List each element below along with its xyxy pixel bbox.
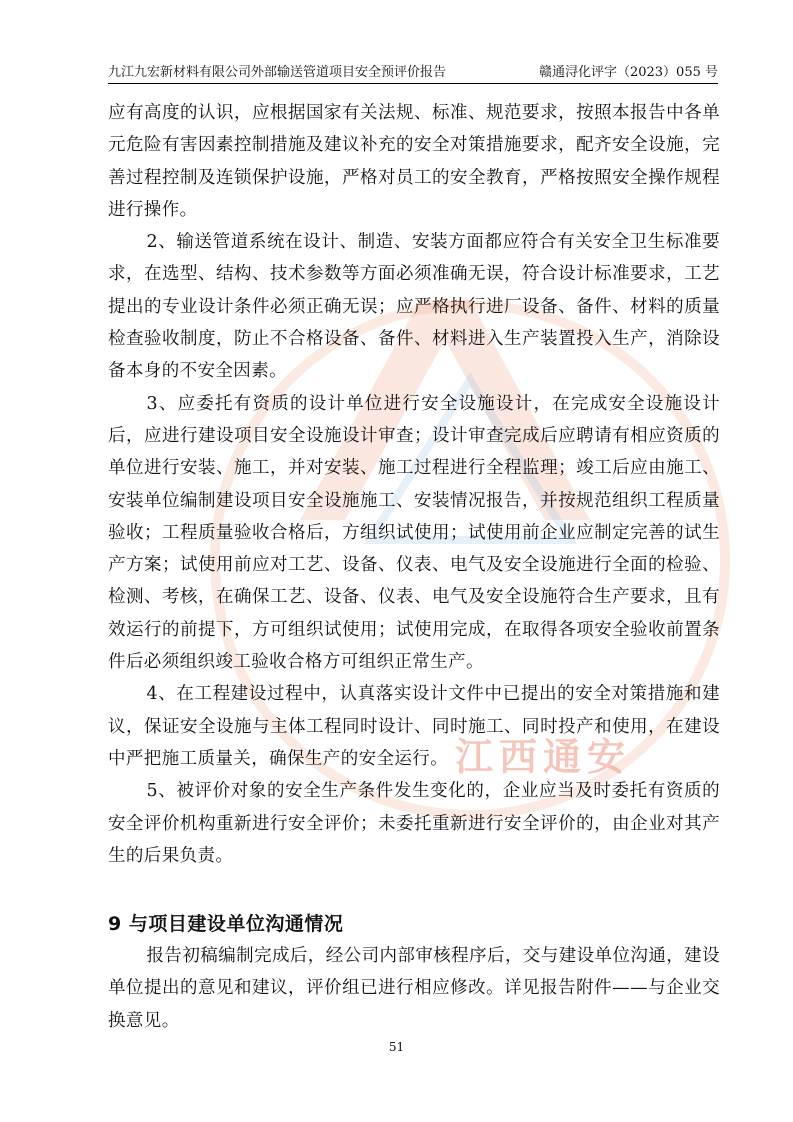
report-title: 九江九宏新材料有限公司外部输送管道项目安全预评价报告 [108, 65, 447, 80]
paragraph-item-5: 5、被评价对象的安全生产条件发生变化的，企业应当及时委托有资质的安全评价机构重新进行安全评价；未委托重新进行安全评价的，由企业对其产生的后果负责。 [108, 781, 720, 866]
document-body [108, 97, 720, 1037]
report-number: 赣通浔化评字（2023）055 号 [538, 65, 718, 80]
section-heading: 9 与项目建设单位沟通情况 [108, 913, 344, 936]
watermark-text: 江西通安 [455, 735, 632, 779]
paragraph-item-4: 4、在工程建设过程中，认真落实设计文件中已提出的安全对策措施和建议，保证安全设施与主体工程同时设计、同时施工、同时投产和使用，在建设中严把施工质量关，确保生产的安全运行。 [108, 684, 720, 769]
page-header [108, 63, 718, 84]
paragraph-item-3: 3、应委托有资质的设计单位进行安全设施设计，在完成安全设施设计后，应进行建设项目安全设施设计审查；设计审查完成后应聘请有相应资质的单位进行安装、施工，并对安装、施工过程进行全程监理；竣工后应由施工、安装单位编制建设项目安全设施施工、安装情况报告，并按规范组织工程质量验收；工程质量验收合格后，方组织试使用；试使用前企业应制定完善的试生产方案；试使用前应对工艺、设备、仪表、电气及安全设施进行全面的检验、检测、考核，在确保工艺、设备、仪表、电气及安全设施符合生产要求，且有效运行的前提下，方可组织试使用；试使用完成，在取得各项安全验收前置条件后必须组织竣工验收合格方可组织正常生产。 [108, 393, 720, 673]
section-paragraph: 报告初稿编制完成后，经公司内部审核程序后，交与建设单位沟通，建设单位提出的意见和建议，评价组已进行相应修改。详见报告附件——与企业交换意见。 [108, 946, 720, 1031]
paragraph-continuation: 应有高度的认识，应根据国家有关法规、标准、规范要求，按照本报告中各单元危险有害因素控制措施及建议补充的安全对策措施要求，配齐安全设施，完善过程控制及连锁保护设施，严格对员工的安全教育，严格按照安全操作规程进行操作。 [108, 103, 720, 220]
paragraph-item-2: 2、输送管道系统在设计、制造、安装方面都应符合有关安全卫生标准要求，在选型、结构、技术参数等方面必须准确无误，符合设计标准要求，工艺提出的专业设计条件必须正确无误；应严格执行进厂设备、备件、材料的质量检查验收制度，防止不合格设备、备件、材料进入生产装置投入生产，消除设备本身的不安全因素。 [108, 232, 720, 382]
page-number: 51 [388, 1040, 405, 1054]
